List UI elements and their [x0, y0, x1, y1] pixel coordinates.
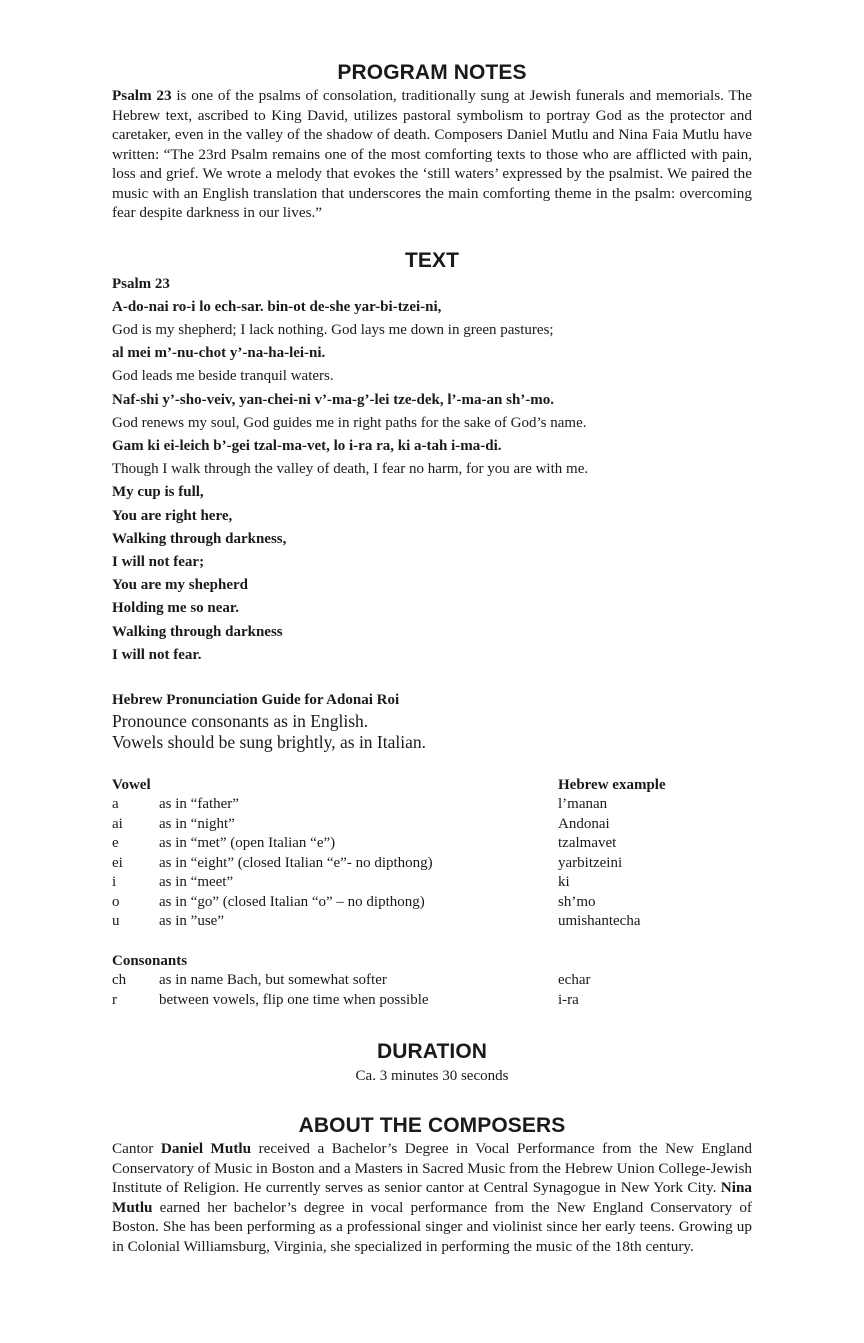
vowel-row-description: as in ”use”: [159, 913, 224, 930]
vowel-table: [112, 776, 752, 932]
program-notes-section: [112, 60, 752, 223]
composer-name-nina: Nina Mutlu: [112, 1179, 752, 1216]
vowel-row-hebrew-example: l’manan: [558, 796, 608, 813]
hebrew-text-line: I will not fear;: [112, 553, 205, 570]
vowel-row: [112, 912, 752, 932]
consonant-row: [112, 971, 752, 991]
vowel-row-symbol: ai: [112, 815, 123, 832]
example-header: Hebrew example: [558, 776, 666, 793]
vowel-row-hebrew-example: ki: [558, 874, 570, 891]
vowel-row-description: as in “eight” (closed Italian “e”- no dipthong): [159, 854, 433, 871]
duration-section: [112, 1039, 752, 1086]
vowel-row-description: as in “night”: [159, 815, 235, 832]
hebrew-text-line: My cup is full,: [112, 484, 204, 501]
vowel-row: [112, 873, 752, 893]
hebrew-text-line: You are right here,: [112, 507, 233, 524]
consonant-row-symbol: ch: [112, 972, 127, 989]
pronunciation-intro-vowels: Vowels should be sung brightly, as in Italian.: [112, 732, 427, 753]
composers-text-3: earned her bachelor’s degree in vocal performance from the New England Conservatory of Boston. She has been performing as a professional singer and violinist since her early teens. Growing up in Colonial Williamsburg, Virginia, she specialized in performing the music of the 18th century.: [112, 1198, 752, 1255]
text-section: [112, 248, 752, 667]
duration-heading: DURATION: [376, 1040, 488, 1064]
duration-value: Ca. 3 minutes 30 seconds: [355, 1068, 509, 1085]
vowel-row: [112, 815, 752, 835]
composers-section: [112, 1113, 752, 1256]
document-page: [112, 60, 752, 1256]
consonant-row-symbol: r: [112, 991, 117, 1008]
translation-line: God renews my soul, God guides me in right paths for the sake of God’s name.: [112, 414, 587, 431]
hebrew-text-line: Psalm 23: [112, 275, 170, 292]
composers-paragraph: [112, 1139, 752, 1256]
vowel-row-symbol: e: [112, 835, 119, 852]
composers-heading: ABOUT THE COMPOSERS: [298, 1114, 566, 1138]
hebrew-text-line: You are my shepherd: [112, 577, 248, 594]
vowel-row: [112, 854, 752, 874]
consonant-row-description: between vowels, flip one time when possible: [159, 991, 429, 1008]
vowel-row: [112, 893, 752, 913]
pronunciation-heading: Hebrew Pronunciation Guide for Adonai Roi: [112, 691, 400, 708]
hebrew-text-line: I will not fear.: [112, 646, 202, 663]
vowel-row: [112, 834, 752, 854]
text-heading: TEXT: [404, 248, 460, 272]
vowel-row-description: as in “go” (closed Italian “o” – no dipthong): [159, 893, 425, 910]
vowel-row-hebrew-example: umishantecha: [558, 913, 641, 930]
consonant-table-header: [112, 952, 752, 972]
consonant-row-hebrew-example: echar: [558, 972, 591, 989]
translation-line: God leads me beside tranquil waters.: [112, 368, 334, 385]
vowel-row-symbol: a: [112, 796, 119, 813]
vowel-row-symbol: ei: [112, 854, 123, 871]
vowel-row-hebrew-example: yarbitzeini: [558, 854, 623, 871]
vowel-row-symbol: o: [112, 893, 120, 910]
composer-name-daniel: Daniel Mutlu: [160, 1140, 252, 1158]
pronunciation-section: [112, 689, 752, 1011]
vowel-table-header: [112, 776, 752, 796]
consonant-row: [112, 991, 752, 1011]
vowel-row-description: as in “father”: [159, 796, 239, 813]
consonant-header: Consonants: [112, 952, 188, 969]
program-notes-heading: PROGRAM NOTES: [337, 61, 527, 84]
hebrew-text-line: Walking through darkness,: [112, 530, 287, 547]
pronunciation-intro-consonants: Pronounce consonants as in English.: [112, 710, 369, 731]
translation-line: Though I walk through the valley of death, I fear no harm, for you are with me.: [112, 461, 589, 478]
hebrew-text-line: A-do-nai ro-i lo ech-sar. bin-ot de-she yar-bi-tzei-ni,: [112, 298, 442, 315]
hebrew-text-line: Gam ki ei-leich b’-gei tzal-ma-vet, lo i-ra ra, ki a-tah i-ma-di.: [112, 437, 502, 454]
consonant-row-hebrew-example: i-ra: [558, 991, 579, 1008]
vowel-row-description: as in “met” (open Italian “e”): [159, 835, 336, 852]
psalm-title-bold: Psalm 23: [112, 87, 172, 104]
vowel-row-symbol: i: [112, 874, 117, 891]
program-notes-body: is one of the psalms of consolation, traditionally sung at Jewish funerals and memorials. The Hebrew text, ascribed to King David, utilizes pastoral symbolism to portray God as the protector and caretaker, even in the valley of the shadow of death. Composers Daniel Mutlu and Nina Faia Mutlu have written: “The 23rd Psalm remains one of the most comforting texts to those who are afflicted with pain, loss and grief. We wrote a melody that evokes the ‘still waters’ expressed by the psalmist. We paired the music with an English translation that underscores the main comforting theme in the psalm: overcoming fear despite darkness in our lives.”: [112, 87, 753, 221]
vowel-row-symbol: u: [112, 913, 120, 930]
hebrew-text-line: Naf-shi y’-sho-veiv, yan-chei-ni v’-ma-g’-lei tze-dek, l’-ma-an sh’-mo.: [112, 391, 555, 408]
vowel-row-hebrew-example: Andonai: [558, 815, 610, 832]
vowel-row: [112, 795, 752, 815]
vowel-row-description: as in “meet”: [159, 874, 234, 891]
consonant-table: [112, 952, 752, 1011]
vowel-row-hebrew-example: sh’mo: [558, 893, 596, 910]
program-notes-paragraph: [112, 86, 752, 223]
hebrew-text-line: al mei m’-nu-chot y’-na-ha-lei-ni.: [112, 345, 326, 362]
vowel-header: Vowel: [112, 776, 151, 793]
composers-text-2: received a Bachelor’s Degree in Vocal Performance from the New England Conservatory of Music in Boston and a Masters in Sacred Music from the Hebrew Union College-Jewish Institute of Religion. He currently serves as senior cantor at Central Synagogue in New York City.: [112, 1140, 752, 1197]
translation-line: God is my shepherd; I lack nothing. God lays me down in green pastures;: [112, 321, 554, 338]
consonant-row-description: as in name Bach, but somewhat softer: [159, 972, 387, 989]
psalm-text-lines: [112, 273, 752, 667]
hebrew-text-line: Holding me so near.: [112, 600, 239, 617]
composers-text-1: Cantor: [112, 1140, 161, 1158]
hebrew-text-line: Walking through darkness: [112, 623, 283, 640]
vowel-row-hebrew-example: tzalmavet: [558, 835, 617, 852]
